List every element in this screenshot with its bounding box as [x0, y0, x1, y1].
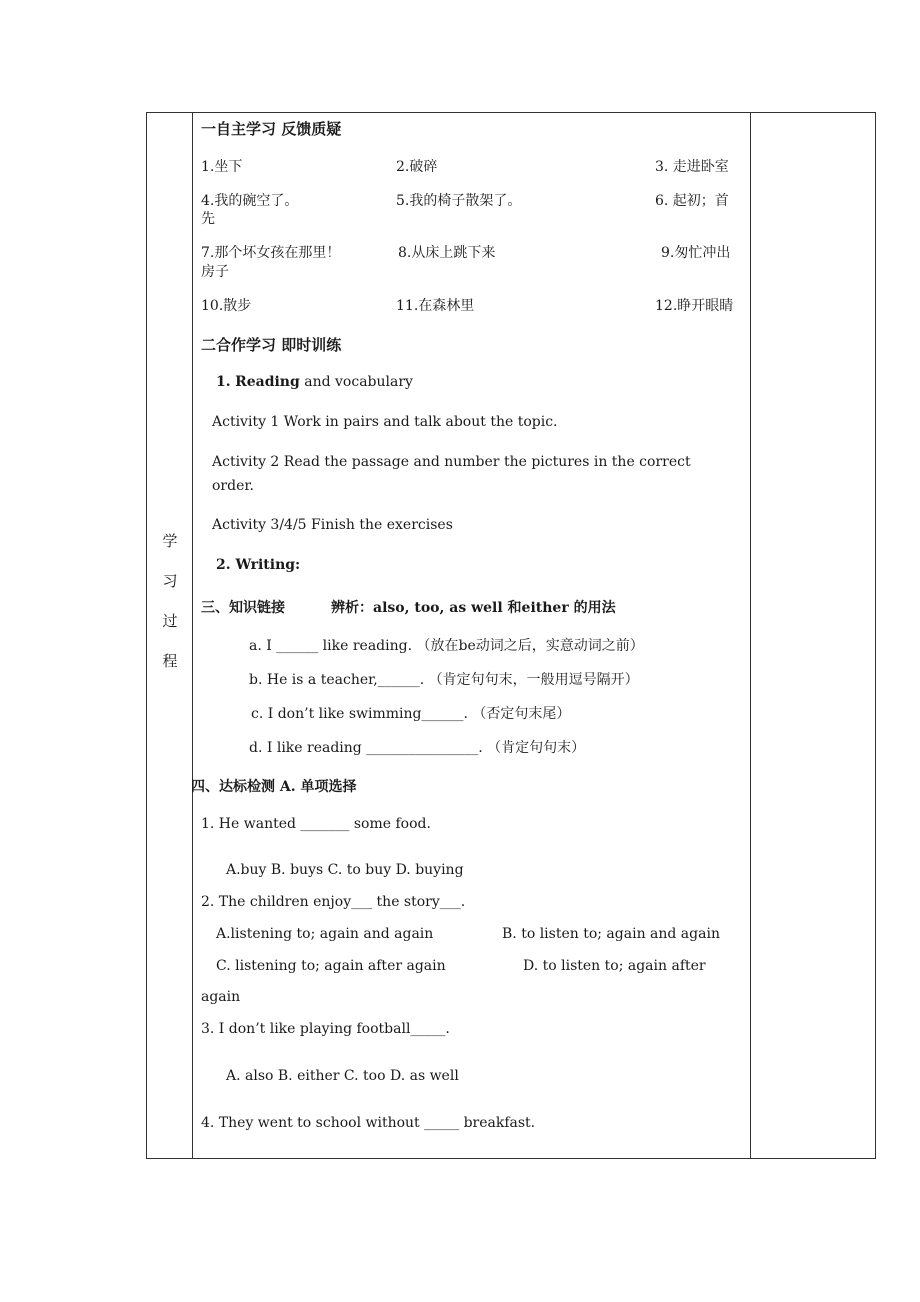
question-2-option-d: D. to listen to; again after: [523, 958, 706, 974]
activity-345: Activity 3/4/5 Finish the exercises: [212, 517, 453, 533]
vocab-item-6-cont: 先: [201, 211, 215, 227]
question-2-option-c: C. listening to; again after again: [216, 958, 446, 974]
vocab-item-6: 6. 起初；首: [655, 193, 729, 209]
vocab-item-3: 3. 走进卧室: [655, 159, 729, 175]
section3-heading: 三、知识链接: [201, 600, 285, 616]
side-char-2: 习: [162, 572, 178, 590]
vocab-item-8: 8.从床上跳下来: [398, 245, 496, 261]
question-1-options: A.buy B. buys C. to buy D. buying: [226, 862, 464, 878]
usage-a: a. I ______ like reading. （放在be动词之后，实意动词之前）: [249, 638, 644, 654]
column-divider-left: [192, 113, 193, 1158]
vocab-item-11: 11.在森林里: [396, 298, 475, 314]
section2-heading: 二合作学习 即时训练: [201, 336, 342, 354]
column-divider-right: [750, 113, 751, 1158]
vocab-item-10: 10.散步: [201, 298, 252, 314]
vocab-item-5: 5.我的椅子散架了。: [396, 193, 522, 209]
question-4: 4. They went to school without _____ breakfast.: [201, 1115, 536, 1131]
side-char-3: 过: [162, 612, 178, 630]
usage-d: d. I like reading ________________. （肯定句句末）: [249, 740, 586, 756]
question-2: 2. The children enjoy___ the story___.: [201, 894, 466, 910]
reading-num: 1.: [216, 374, 231, 390]
vocab-item-7: 7.那个坏女孩在那里！: [201, 245, 341, 261]
side-label: [162, 528, 178, 688]
vocab-item-12: 12.睁开眼睛: [655, 298, 734, 314]
writing-heading: 2. Writing:: [216, 557, 301, 573]
vocab-item-9: 9.匆忙冲出: [661, 245, 731, 261]
question-2-option-d-cont: again: [201, 989, 241, 1005]
question-2-option-b: B. to listen to; again and again: [502, 926, 720, 942]
reading-line: [216, 374, 413, 390]
side-char-1: 学: [162, 532, 178, 550]
question-1: 1. He wanted _______ some food.: [201, 816, 431, 832]
activity-2-line2: order.: [212, 478, 254, 494]
vocab-item-2: 2.破碎: [396, 159, 438, 175]
reading-rest: and vocabulary: [304, 374, 413, 390]
section4-heading: 四、达标检测 A. 单项选择: [191, 779, 357, 795]
activity-2-line1: Activity 2 Read the passage and number the pictures in the correct: [212, 454, 691, 470]
vocab-item-9-cont: 房子: [201, 264, 229, 280]
question-2-option-a: A.listening to; again and again: [216, 926, 434, 942]
question-3: 3. I don’t like playing football_____.: [201, 1021, 450, 1037]
question-3-options: A. also B. either C. too D. as well: [226, 1068, 459, 1084]
usage-b: b. He is a teacher,______. （肯定句句末，一般用逗号隔开）: [249, 672, 639, 688]
section1-heading: 一自主学习 反馈质疑: [201, 120, 342, 138]
section3-analysis: 辨析：also, too, as well 和either 的用法: [331, 600, 616, 616]
vocab-item-1: 1.坐下: [201, 159, 243, 175]
vocab-item-4: 4.我的碗空了。: [201, 193, 299, 209]
reading-bold: Reading: [235, 374, 300, 390]
side-char-4: 程: [162, 652, 178, 670]
activity-1: Activity 1 Work in pairs and talk about the topic.: [212, 414, 558, 430]
usage-c: c. I don’t like swimming______. （否定句末尾）: [251, 706, 571, 722]
